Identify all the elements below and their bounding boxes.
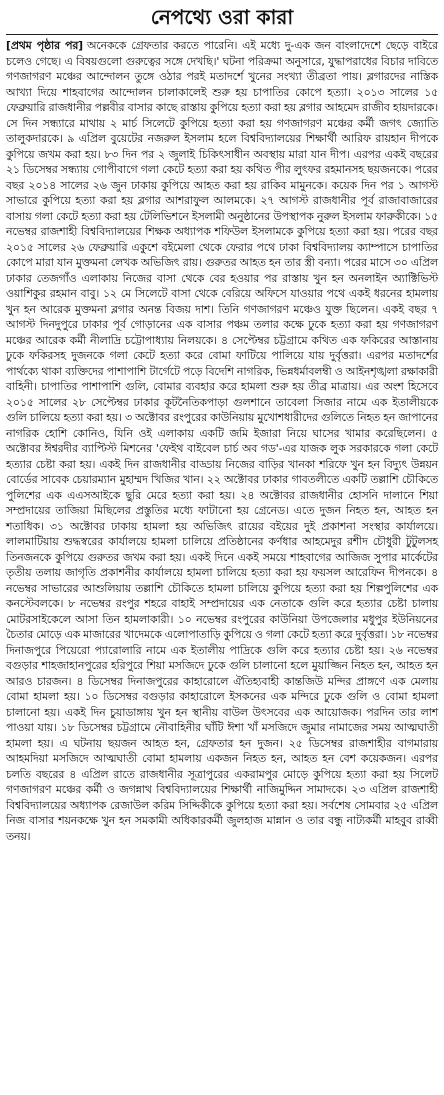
article-headline: নেপথ্যে ওরা কারা [6, 4, 438, 35]
article-body [6, 38, 438, 844]
continued-label: [প্রথম পৃষ্ঠার পর] [6, 39, 84, 52]
article-text: অনেককে গ্রেফতার করতে পারেনি। এই মধ্যে দু-এক জন বাংলাদেশে ছেড়ে বাইরে চলেও গেছে। এ বিষয়গুলো গুরুত্বের সঙ্গে দেখছি।' ঘটনা পরিক্রমা অনুসারে, যুদ্ধাপরাধের বিচার দাবিতে গণজাগরণ মঞ্চের আন্দোলন তুঙ্গে ওঠার পরই মতাদর্শে খুনের সংখ্যা তীব্রতা পায়। ব্লগারদের নাস্তিক আখ্যা দিয়ে শাহবাগের আন্দোলন চালাকালেই শুরু হয় চাপাতির কোপে হত্যা। ২০১৩ সালের ১৫ ফেব্রুয়ারি রাজধানীর পল্লবীর বাসার কাছে রাস্তায় কুপিয়ে হত্যা করা হয় ব্লগার আহমেদ রাজীব হায়দারকে। সে দিন সন্ধ্যারে মাথায় ২ মার্চ সিলেটে কুপিয়ে হত্যা করা হয় গণজাগরণ মঞ্চের কর্মী জগৎ জ্যোতি তালুকদারকে। ৯ এপ্রিল বুয়েটের নজরুল ইসলাম হলে বিশ্ববিদ্যালয়ের শিক্ষার্থী আরিফ রায়হান দীপকে কুপিয়ে জখম করা হয়। ৮৩ দিন পর ২ জুলাই চিকিৎসাধীন অবস্থায় মারা যান দীপ। এরপর একই বছরের ২১ ডিসেম্বর সন্ধ্যায় গোপীবাগে গলা কেটে হত্যা করা হয় কথিত পীর লুৎফর রহমানসহ ছয়জনকে। পরের বছর ২০১৪ সালের ২৬ জুন ঢাকায় কুপিয়ে আহত করা হয় রাকিব মামুনকে। কয়েক দিন পর ১ আগস্ট সাভারে কুপিয়ে হত্যা করা হয় ব্লগার আশরাফুল আলমকে। ২৭ আগস্ট রাজধানীর পূর্ব রাজাবাজারের বাসায় গলা কেটে হত্যা করা হয় টেলিভিশনে ইসলামী অনুষ্ঠানের উপস্থাপক নুরুল ইসলাম ফারুকীকে। ১৫ নভেম্বর রাজশাহী বিশ্ববিদ্যালয়ের শিক্ষক অধ্যাপক শফিউল ইসলামকে কুপিয়ে হত্যা করা হয়। পরের বছর ২০১৫ সালের ২৬ ফেব্রুয়ারি একুশে বইমেলা থেকে ফেরার পথে ঢাকা বিশ্ববিদ্যালয় ক্যাম্পাসে চাপাতির কোপে মারা যান মুক্তমনা লেখক অভিজিৎ রায়। গুরুতর আহত হন তার স্ত্রী বন্যা। পরের মাসে ৩০ এপ্রিল ঢাকার তেজগাঁও এলাকায় নিজের বাসা থেকে বের হওয়ার পর রাস্তায় খুন হন অনলাইন অ্যাক্টিভিস্ট ওয়াশিকুর রহমান বাবু। ১২ মে সিলেটে বাসা থেকে বেরিয়ে অফিসে যাওয়ার পথে একই ধরনের হামলায় খুন হন আরেক মুক্তমনা ব্লগার অনন্ত বিজয় দাশ। তিনি গণজাগরণ মঞ্চেও যুক্ত ছিলেন। একই বছর ৭ আগস্ট দিনদুপুরে ঢাকার পূর্ব গোড়ানের এক বাসার পঞ্চম তলার কক্ষে ঢুকে হত্যা করা হয় গণজাগরণ মঞ্চের আরেক কর্মী নীলাদ্রি চট্টোপাধ্যায় নিলয়কে। ৪ সেপ্টেম্বর চট্টগ্রামে কথিত এক ফকিরের আস্তানায় ঢুকে ফকিরসহ দুজনকে গলা কেটে হত্যা করে বোমা ফাটিয়ে পালিয়ে যায় দুর্বৃত্তরা। এরপর মতাদর্শের পার্থক্যে থাকা ব্যক্তিদের পাশাপাশি টার্গেটে পড়ে বিদেশি নাগরিক, ভিন্নধর্মাবলম্বী ও আইনশৃঙ্খলা রক্ষাকারী বাহিনী। চাপাতির পাশাপাশি গুলি, বোমার ব্যবহার করে হামলা শুরু হয় তীব্র মাত্রায়। এর অংশ হিসেবে ২০১৫ সালের ২৮ সেপ্টেম্বর ঢাকার কূটনৈতিকপাড়া গুলশানে তাবেলা সিজার নামে এক ইতালীয়কে গুলি চালিয়ে হত্যা করা হয়। ৩ অক্টোবর রংপুরের কাউনিয়ায় মুখোশধারীদের গুলিতে নিহত হন জাপানের নাগরিক হোশি কোনিও, যিনি ওই এলাকায় একটি জমি ইজারা নিয়ে ঘাসের খামার করেছিলেন। ৫ অক্টোবর ঈশ্বরদীর ব্যাপ্টিস্ট মিশনের 'ফেইথ বাইবেল চার্চ অব গড'-এর যাজক লুক সরকারকে গলা কেটে হত্যার চেষ্টা করা হয়। একই দিন রাজধানীর বাড্ডায় নিজের বাড়ির খানকা শরিফে খুন হন বিদ্যুৎ উন্নয়ন বোর্ডের সাবেক চেয়ারম্যান মুহাম্মদ খিজির খান। ২২ অক্টোবর ঢাকার গাবতলীতে একটি তল্লাশি চৌকিতে পুলিশের এক এএসআইকে ছুরি মেরে হত্যা করা হয়। ২৪ অক্টোবর রাজধানীর হোসনি দালানে শিয়া সম্প্রদায়ের তাজিয়া মিছিলের প্রস্তুতির মধ্যে ফাটানো হয় গ্রেনেড। এতে দুজন নিহত হন, আহত হন শতাধিক। ৩১ অক্টোবর ঢাকায় হামলা হয় অভিজিৎ রায়ের বইয়ের দুই প্রকাশনা সংস্থার কার্যালয়ে। লালমাটিয়ায় শুদ্ধস্বরের কার্যালয়ে হামলা চালিয়ে প্রতিষ্ঠানের কর্ণধার আহমেদুর রশীদ চৌধুরী টুটুলসহ তিনজনকে কুপিয়ে গুরুতর জখম করা হয়। একই দিনে একই সময়ে শাহবাগের আজিজ সুপার মার্কেটের তৃতীয় তলায় জাগৃতি প্রকাশনীর কার্যালয়ে হামলা চালিয়ে হত্যা করা হয় ফয়সল আরেফিন দীপনকে। ৪ নভেম্বর সাভারের আশুলিয়ায় তল্লাশি চৌকিতে হামলা চালিয়ে কুপিয়ে হত্যা করা হয় শিল্পপুলিশের এক কনস্টেবলকে। ৮ নভেম্বর রংপুর শহরে বাহাই সম্প্রদায়ের এক নেতাকে গুলি করে হত্যার চেষ্টা চালায় মোটরসাইকেলে আসা তিন হামলাকারী। ১০ নভেম্বর রংপুরের কাউনিয়া উপজেলার মধুপুর ইউনিয়নের চৈতার মোড়ে এক মাজারের খাদেমকে এলোপাতাড়ি কুপিয়ে ও গলা কেটে হত্যা করে দুর্বৃত্তরা। ১৮ নভেম্বর দিনাজপুরে পিয়েরো প্যারোলারি নামে এক ইতালীয় পাদ্রিকে গুলি করে হত্যার চেষ্টা হয়। ২৬ নভেম্বর বগুড়ার শাহজাহানপুরের হরিপুরে শিয়া মসজিদে ঢুকে গুলি চালানো হলে মুয়াজ্জিন নিহত হন, আহত হন আরও চারজন। ৪ ডিসেম্বর দিনাজপুরের কাহারোলে ঐতিহ্যবাহী কান্তজিউ মন্দির প্রাঙ্গণে এক মেলায় বোমা হামলা হয়। ১০ ডিসেম্বর বগুড়ার কাহারোলে ইসকনের এক মন্দিরে ঢুকে গুলি ও বোমা হামলা চালানো হয়। একই দিন চুয়াডাঙ্গায় খুন হন স্থানীয় বাউল উৎসবের এক আয়োজক। পরদিন তার লাশ পাওয়া যায়। ১৮ ডিসেম্বর চট্টগ্রামে নৌবাহিনীর ঘাঁটি ঈশা খাঁ মসজিদে জুমার নামাজের সময় আত্মঘাতী হামলা হয়। এ ঘটনায় ছয়জন আহত হন, গ্রেফতার হন দুজন। ২৫ ডিসেম্বর রাজশাহীর বাগমারায় আহমদিয়া মসজিদে আত্মঘাতী বোমা হামলায় একজন নিহত হন, আহত হন বেশ কয়েকজন। এরপর চলতি বছরের ৪ এপ্রিল রাতে রাজধানীর সূত্রাপুরের একরামপুর মোড়ে কুপিয়ে হত্যা করা হয় সিলেট গণজাগরণ মঞ্চের কর্মী ও জগন্নাথ বিশ্ববিদ্যালয়ের শিক্ষার্থী নাজিমুদ্দিন সামাদকে। ২৩ এপ্রিল রাজশাহী বিশ্ববিদ্যালয়ের অধ্যাপক রেজাউল করিম সিদ্দিকীকে কুপিয়ে হত্যা করা হয়। সর্বশেষ সোমবার ২৫ এপ্রিল নিজ বাসার শয়নকক্ষে খুন হন সমকামী অধিকারকর্মী জুলহাজ মান্নান ও তার বন্ধু নাট্যকর্মী মাহবুব রাব্বী তনয়। [6, 39, 438, 843]
